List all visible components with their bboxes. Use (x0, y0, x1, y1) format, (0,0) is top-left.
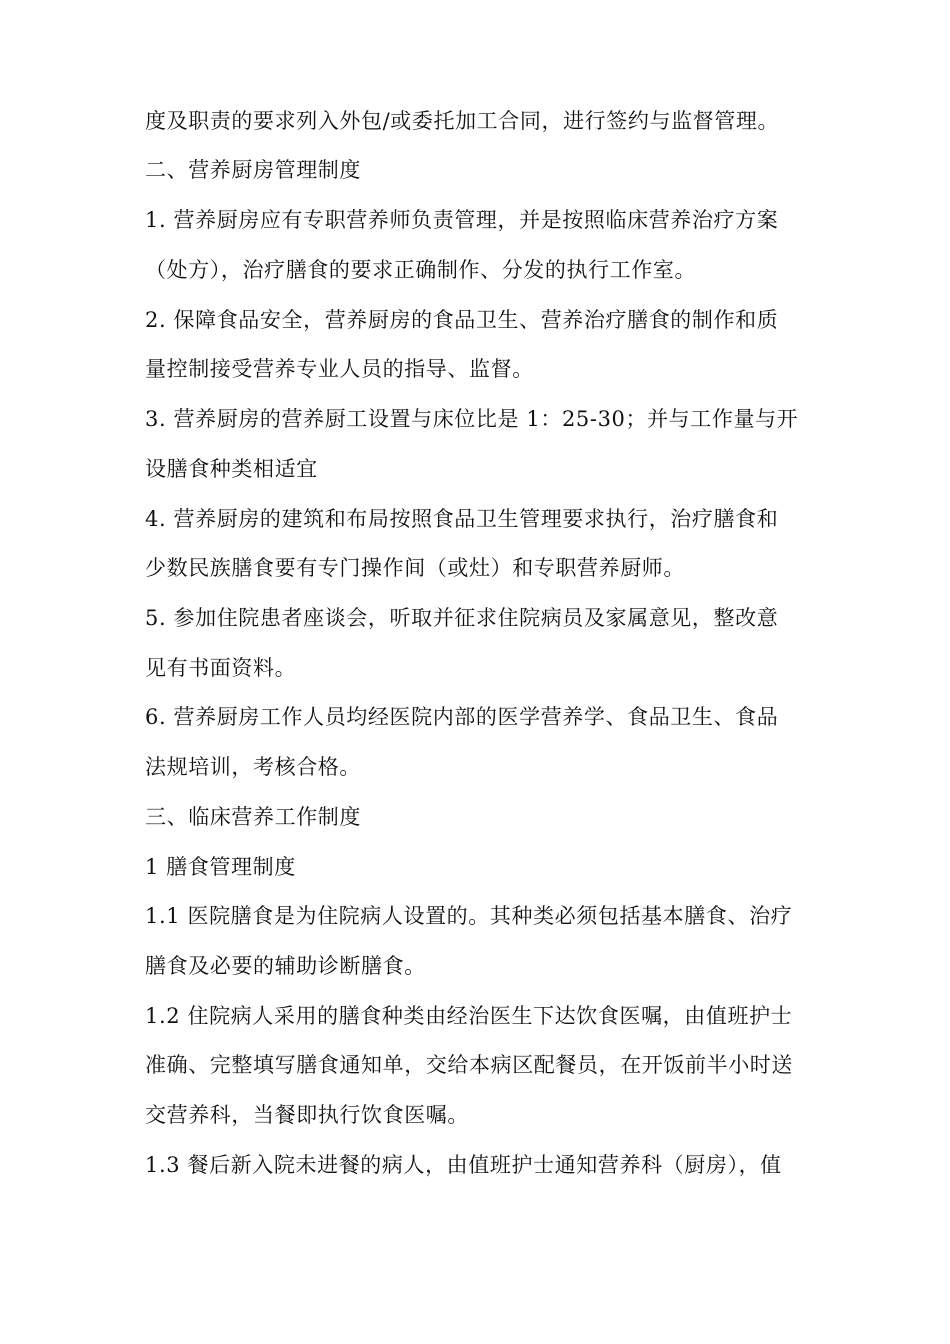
subsection-heading: 1 膳食管理制度 (145, 855, 296, 879)
text-line: 量控制接受营养专业人员的指导、监督。 (145, 357, 534, 381)
text-line: 法规培训，考核合格。 (145, 755, 361, 779)
text-line: 准确、完整填写膳食通知单，交给本病区配餐员，在开饭前半小时送 (145, 1053, 793, 1077)
text-line: 1.2 住院病人采用的膳食种类由经治医生下达饮食医嘱，由值班护士 (145, 1004, 793, 1028)
text-line: 5. 参加住院患者座谈会，听取并征求住院病员及家属意见，整改意 (145, 606, 779, 630)
text-line: 1. 营养厨房应有专职营养师负责管理，并是按照临床营养治疗方案 (145, 208, 779, 232)
section-heading: 二、营养厨房管理制度 (145, 158, 361, 182)
text-line: 膳食及必要的辅助诊断膳食。 (145, 954, 426, 978)
text-line: 交营养科，当餐即执行饮食医嘱。 (145, 1103, 469, 1127)
text-line: 2. 保障食品安全，营养厨房的食品卫生、营养治疗膳食的制作和质 (145, 308, 779, 332)
text-line: 3. 营养厨房的营养厨工设置与床位比是 1：25-30；并与工作量与开 (145, 407, 799, 431)
text-line: 4. 营养厨房的建筑和布局按照食品卫生管理要求执行，治疗膳食和 (145, 507, 779, 531)
section-heading: 三、临床营养工作制度 (145, 805, 361, 829)
text-line: （处方），治疗膳食的要求正确制作、分发的执行工作室。 (145, 258, 697, 282)
text-line: 1.3 餐后新入院未进餐的病人，由值班护士通知营养科（厨房），值 (145, 1153, 782, 1177)
text-line: 1.1 医院膳食是为住院病人设置的。其种类必须包括基本膳食、治疗 (145, 904, 793, 928)
text-line: 见有书面资料。 (145, 656, 297, 680)
text-line: 度及职责的要求列入外包/或委托加工合同，进行签约与监督管理。 (145, 109, 780, 133)
text-line: 设膳食种类相适宜 (145, 457, 318, 481)
text-line: 6. 营养厨房工作人员均经医院内部的医学营养学、食品卫生、食品 (145, 705, 779, 729)
text-line: 少数民族膳食要有专门操作间（或灶）和专职营养厨师。 (145, 556, 685, 580)
